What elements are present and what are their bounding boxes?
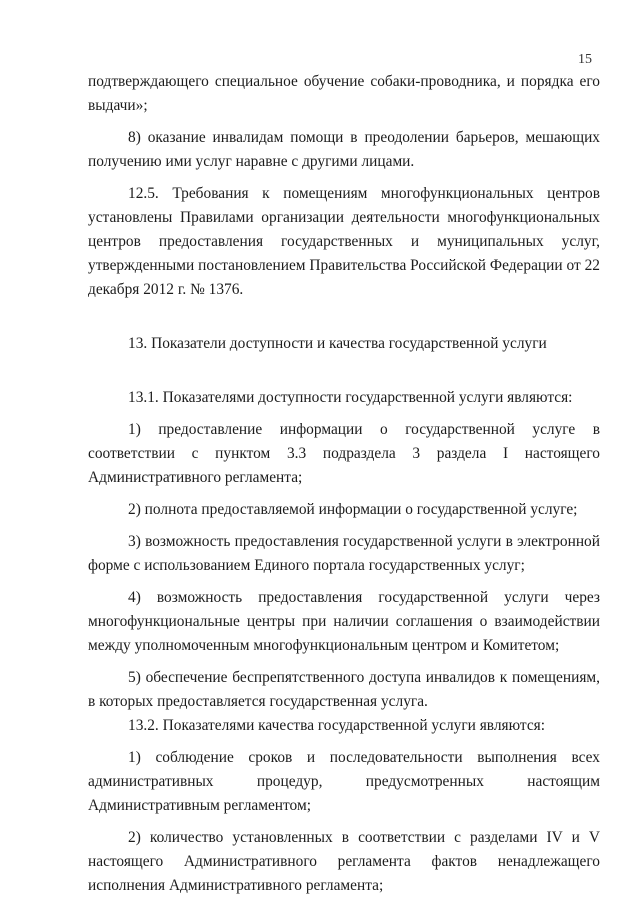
list-item: 2) количество установленных в соответствии с разделами IV и V настоящего Административного регламента фактов ненадлежащего исполнения Административного регламента; — [88, 829, 600, 894]
list-item: 4) возможность предоставления государственной услуги через многофункциональные центры при наличии соглашения о взаимодействии между уполномоченным многофункциональным центром и Комитетом; — [88, 589, 600, 654]
paragraph: 8) оказание инвалидам помощи в преодолении барьеров, мешающих получению ими услуг наравне с другими лицами. — [88, 129, 600, 170]
paragraph: 13.1. Показателями доступности государственной услуги являются: — [128, 389, 573, 406]
list-item: 3) возможность предоставления государственной услуги в электронной форме с использованием Единого портала государственных услуг; — [88, 533, 600, 574]
paragraph: 12.5. Требования к помещениям многофункциональных центров установлены Правилами организации деятельности многофункциональных центров предоставления государственных и муниципальных услуг, утвержденными постановлением Правительства Российской Федерации от 22 декабря 2012 г. № 1376. — [88, 185, 600, 298]
list-item: 1) предоставление информации о государственной услуге в соответствии с пунктом 3.3 подраздела 3 раздела I настоящего Административного регламента; — [88, 421, 600, 486]
paragraph: 13.2. Показателями качества государственной услуги являются: — [128, 717, 546, 734]
paragraph: подтверждающего специальное обучение собаки-проводника, и порядка его выдачи»; — [88, 73, 600, 114]
list-item: 2) полнота предоставляемой информации о государственной услуге; — [128, 501, 578, 518]
section-heading: 13. Показатели доступности и качества государственной услуги — [128, 335, 547, 352]
page-number: 15 — [578, 52, 592, 67]
list-item: 1) соблюдение сроков и последовательности выполнения всех административных процедур, предусмотренных настоящим Административным регламентом; — [88, 749, 600, 814]
document-body — [88, 70, 600, 898]
list-item: 5) обеспечение беспрепятственного доступа инвалидов к помещениям, в которых предоставляется государственная услуга. — [88, 669, 600, 710]
